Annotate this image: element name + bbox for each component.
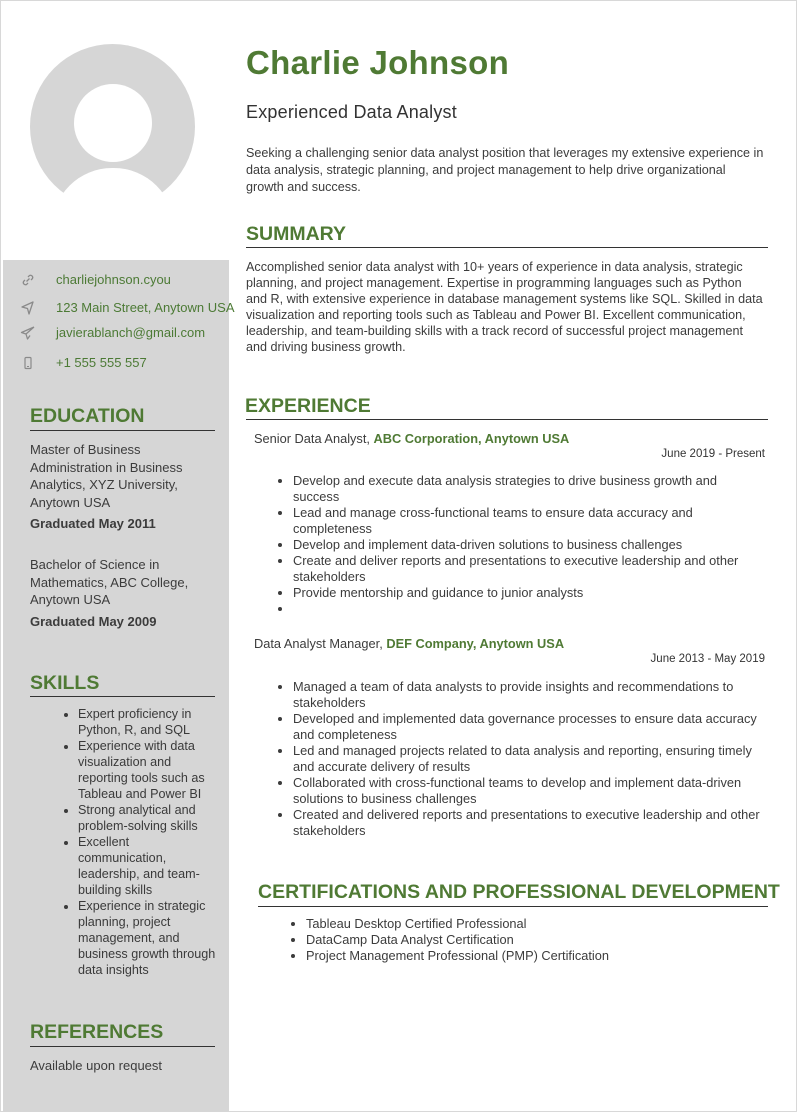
experience-rule xyxy=(246,419,768,420)
email-text[interactable]: javierablanch@gmail.com xyxy=(56,325,206,340)
references-text: Available upon request xyxy=(30,1058,163,1073)
education-heading: EDUCATION xyxy=(30,405,145,427)
summary-text: Accomplished senior data analyst with 10+ years of experience in data analysis, strategic planning, and project management. Expertise in programming languages such as Python and R, with extensive experience in database management systems like SQL. Skilled in data visualization and reporting tools such as Tableau and Power BI. Excellent communication, leadership, and team-building skills with a track record of successful project management and driving business growth. xyxy=(246,260,763,354)
job-bullets xyxy=(254,679,766,839)
certifications-rule xyxy=(258,906,768,907)
skill-item: • Excellent communication, leadership, and team-building skills xyxy=(78,834,220,898)
candidate-name: Charlie Johnson xyxy=(246,44,510,81)
address-text: 123 Main Street, Anytown USA xyxy=(56,300,235,315)
job-bullet: • Lead and manage cross-functional teams to ensure data accuracy and completeness xyxy=(293,505,766,537)
job-dates: June 2013 - May 2019 xyxy=(650,653,765,665)
references-heading: REFERENCES xyxy=(30,1021,164,1043)
job-bullet: • Created and delivered reports and presentations to executive leadership and other stakeholders xyxy=(293,807,766,839)
skill-item: • Strong analytical and problem-solving skills xyxy=(78,802,220,834)
avatar-placeholder-icon xyxy=(30,44,195,209)
candidate-title: Experienced Data Analyst xyxy=(246,102,457,122)
education-graduated: Graduated May 2009 xyxy=(30,613,157,629)
skill-item: • Experience in strategic planning, project management, and business growth through data insights xyxy=(78,898,220,978)
link-icon xyxy=(20,272,36,288)
job-bullet xyxy=(293,601,766,617)
certification-item: • Tableau Desktop Certified Professional xyxy=(306,916,768,932)
skills-list xyxy=(30,706,220,1000)
job-bullet: • Collaborated with cross-functional teams to develop and implement data-driven solutions to business challenges xyxy=(293,775,766,807)
education-entry xyxy=(30,556,210,630)
job-bullet: • Develop and execute data analysis strategies to drive business growth and success xyxy=(293,473,766,505)
job-bullets xyxy=(254,473,766,617)
job-dates: June 2019 - Present xyxy=(661,448,765,460)
certifications-heading: CERTIFICATIONS AND PROFESSIONAL DEVELOPMENT xyxy=(258,881,780,903)
job-bullet: • Develop and implement data-driven solutions to business challenges xyxy=(293,537,766,553)
job-bullet: • Provide mentorship and guidance to junior analysts xyxy=(293,585,766,601)
skills-heading: SKILLS xyxy=(30,672,100,694)
phone-icon xyxy=(20,355,36,371)
job-title xyxy=(254,431,569,446)
job-bullet: • Create and deliver reports and presentations to executive leadership and other stakeholders xyxy=(293,553,766,585)
skills-rule xyxy=(30,696,215,697)
education-rule xyxy=(30,430,215,431)
website-text[interactable]: charliejohnson.cyou xyxy=(56,272,171,287)
certification-item: • Project Management Professional (PMP) Certification xyxy=(306,948,768,964)
send-icon xyxy=(20,325,36,341)
summary-rule xyxy=(246,247,768,248)
job-company: DEF Company, Anytown USA xyxy=(386,636,565,651)
job-role: Data Analyst Manager, xyxy=(254,636,383,651)
job-title xyxy=(254,636,564,651)
job-bullet: • Developed and implemented data governance processes to ensure data accuracy and completeness xyxy=(293,711,766,743)
education-graduated: Graduated May 2011 xyxy=(30,516,156,531)
experience-heading: EXPERIENCE xyxy=(245,395,371,417)
skill-item: • Experience with data visualization and reporting tools such as Tableau and Power BI xyxy=(78,738,220,802)
job-company: ABC Corporation, Anytown USA xyxy=(373,431,570,446)
education-entry xyxy=(30,441,210,533)
phone-text: +1 555 555 557 xyxy=(56,355,147,370)
summary-heading: SUMMARY xyxy=(246,223,347,245)
skill-item: • Expert proficiency in Python, R, and SQL xyxy=(78,706,220,738)
job-bullet: • Led and managed projects related to data analysis and reporting, ensuring timely and accurate delivery of results xyxy=(293,743,766,775)
references-rule xyxy=(30,1046,215,1047)
location-arrow-icon xyxy=(20,300,36,316)
job-role: Senior Data Analyst, xyxy=(254,431,370,446)
education-degree: Master of Business Administration in Business Analytics, XYZ University, Anytown USA xyxy=(30,442,183,510)
certification-item: • DataCamp Data Analyst Certification xyxy=(306,932,768,948)
job-bullet: • Managed a team of data analysts to provide insights and recommendations to stakeholders xyxy=(293,679,766,711)
education-degree: Bachelor of Science in Mathematics, ABC College, Anytown USA xyxy=(30,557,189,607)
certifications-list xyxy=(268,916,768,964)
objective-text: Seeking a challenging senior data analyst position that leverages my extensive experience in data analysis, strategic planning, and project management to help drive organizational growth and success. xyxy=(246,146,764,194)
